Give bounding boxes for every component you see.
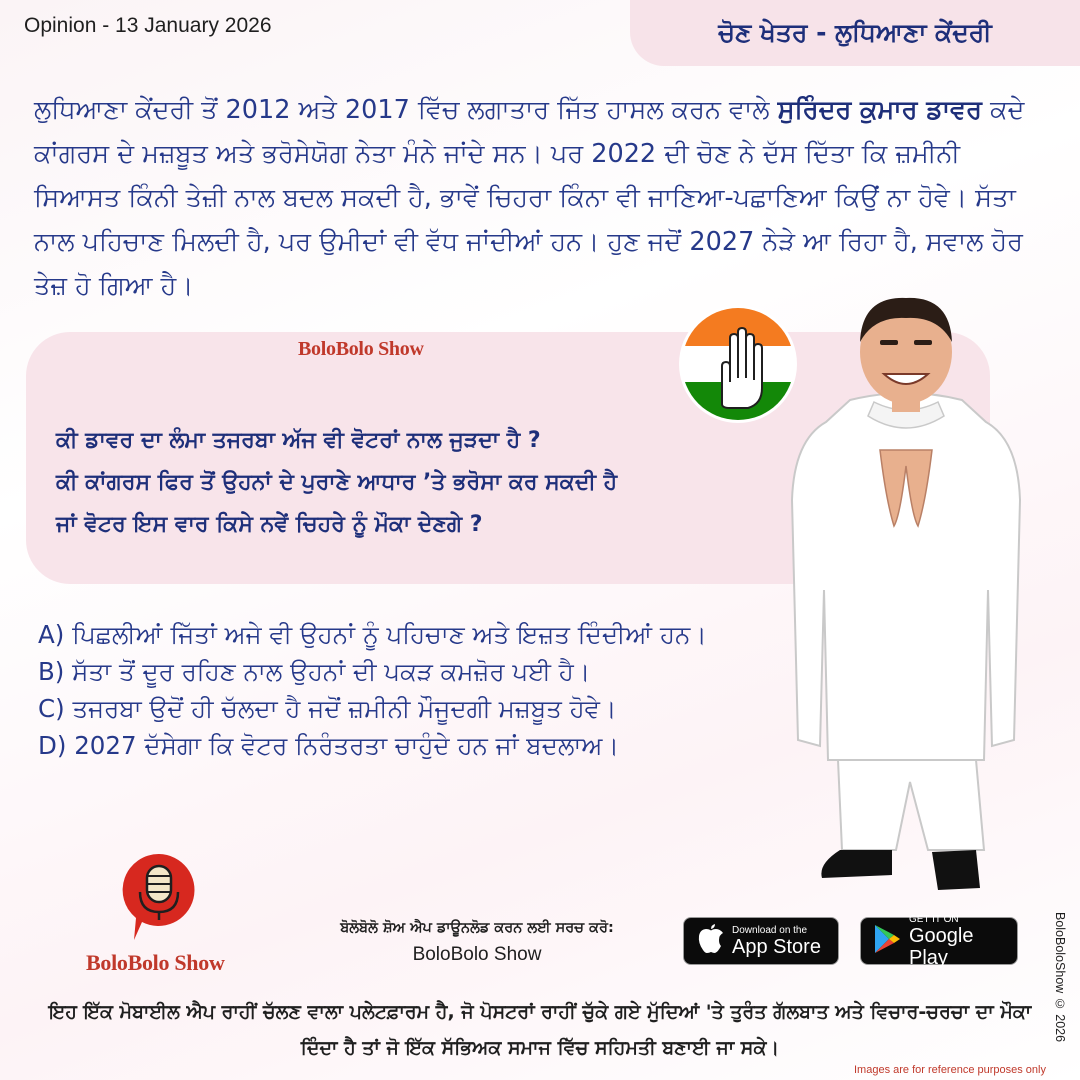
image-disclaimer: Images are for reference purposes only: [854, 1064, 1046, 1076]
intro-paragraph: [34, 88, 1034, 308]
question-line: ਕੀ ਕਾਂਗਰਸ ਫਿਰ ਤੋਂ ਉਹਨਾਂ ਦੇ ਪੁਰਾਣੇ ਆਧਾਰ ’ਤੇ ਭਰੋਸਾ ਕਰ ਸਕਦੀ ਹੈ: [56, 470, 618, 495]
google-play-button[interactable]: [860, 913, 1018, 969]
app-store-button[interactable]: [683, 917, 839, 965]
option-a[interactable]: A) ਪਿਛਲੀਆਂ ਜਿੱਤਾਂ ਅਜੇ ਵੀ ਉਹਨਾਂ ਨੂੰ ਪਹਿਚਾਣ ਅਤੇ ਇਜ਼ਤ ਦਿੰਦੀਆਂ ਹਨ।: [38, 620, 707, 649]
option-c[interactable]: C) ਤਜਰਬਾ ਉਦੋਂ ਹੀ ਚੱਲਦਾ ਹੈ ਜਦੋਂ ਜ਼ਮੀਨੀ ਮੌਜੂਦਗੀ ਮਜ਼ਬੂਤ ਹੋਵੇ।: [38, 694, 617, 723]
date-label: Opinion - 13 January 2026: [24, 14, 272, 37]
google-play-small-text: GET IT ON: [909, 913, 959, 925]
microphone-icon: [120, 852, 198, 944]
intro-part-1: ਲੁਧਿਆਣਾ ਕੇਂਦਰੀ ਤੋਂ 2012 ਅਤੇ 2017 ਵਿੱਚ ਲਗਾਤਾਰ ਜਿੱਤ ਹਾਸਲ ਕਰਨ ਵਾਲੇ: [34, 95, 778, 125]
google-play-label: Google Play: [909, 924, 974, 969]
platform-description: ਇਹ ਇੱਕ ਮੋਬਾਈਲ ਐਪ ਰਾਹੀਂ ਚੱਲਣ ਵਾਲਾ ਪਲੇਟਫ਼ਾਰਮ ਹੈ, ਜੋ ਪੋਸਟਰਾਂ ਰਾਹੀਂ ਚੁੱਕੇ ਗਏ ਮੁੱਦਿਆਂ 'ਤੇ ਤੁਰੰਤ ਗੱਲਬਾਤ ਅਤੇ ਵਿਚਾਰ-ਚਰਚਾ ਦਾ ਮੌਕਾ ਦਿੰਦਾ ਹੈ ਤਾਂ ਜੋ ਇੱਕ ਸੱਭਿਅਕ ਸਮਾਜ ਵਿੱਚ ਸਹਿਮਤੀ ਬਣਾਈ ਜਾ ਸਕੇ।: [48, 1001, 1032, 1059]
download-prompt-text: ਬੋਲੋਬੋਲੋ ਸ਼ੋਅ ਐਪ ਡਾਊਨਲੋਡ ਕਰਨ ਲਈ ਸਰਚ ਕਰੋ:: [340, 920, 614, 936]
option-b[interactable]: B) ਸੱਤਾ ਤੋਂ ਦੂਰ ਰਹਿਣ ਨਾਲ ਉਹਨਾਂ ਦੀ ਪਕੜ ਕਮਜ਼ੋਰ ਪਈ ਹੈ।: [38, 657, 591, 686]
option-d[interactable]: D) 2027 ਦੱਸੇਗਾ ਕਿ ਵੋਟਰ ਨਿਰੰਤਰਤਾ ਚਾਹੁੰਦੇ ਹਨ ਜਾਂ ਬਦਲਾਅ।: [38, 731, 619, 760]
app-store-small-text: Download on the: [732, 924, 808, 936]
constituency-text: ਚੋਣ ਖੇਤਰ - ਲੁਧਿਆਣਾ ਕੇਂਦਰੀ: [718, 18, 992, 47]
footer-brand: BoloBolo Show: [86, 950, 225, 975]
apple-icon: [698, 924, 724, 958]
app-store-label: App Store: [732, 935, 821, 958]
answer-options: [38, 616, 818, 764]
question-line: ਜਾਂ ਵੋਟਰ ਇਸ ਵਾਰ ਕਿਸੇ ਨਵੇਂ ਚਿਹਰੇ ਨੂੰ ਮੌਕਾ ਦੇਣਗੇ ?: [56, 512, 483, 537]
question-line: ਕੀ ਡਾਵਰ ਦਾ ਲੰਮਾ ਤਜਰਬਾ ਅੱਜ ਵੀ ਵੋਟਰਾਂ ਨਾਲ ਜੁੜਦਾ ਹੈ ?: [56, 428, 541, 453]
intro-part-2: ਕਦੇ ਕਾਂਗਰਸ ਦੇ ਮਜ਼ਬੂਤ ਅਤੇ ਭਰੋਸੇਯੋਗ ਨੇਤਾ ਮੰਨੇ ਜਾਂਦੇ ਸਨ। ਪਰ 2022 ਦੀ ਚੋਣ ਨੇ ਦੱਸ ਦਿੱਤਾ ਕਿ ਜ਼ਮੀਨੀ ਸਿਆਸਤ ਕਿੰਨੀ ਤੇਜ਼ੀ ਨਾਲ ਬਦਲ ਸਕਦੀ ਹੈ, ਭਾਵੇਂ ਚਿਹਰਾ ਕਿੰਨਾ ਵੀ ਜਾਣਿਆ-ਪਛਾਣਿਆ ਕਿਉਂ ਨਾ ਹੋਵੇ। ਸੱਤਾ ਨਾਲ ਪਹਿਚਾਣ ਮਿਲਦੀ ਹੈ, ਪਰ ਉਮੀਦਾਂ ਵੀ ਵੱਧ ਜਾਂਦੀਆਂ ਹਨ। ਹੁਣ ਜਦੋਂ 2027 ਨੇੜੇ ਆ ਰਿਹਾ ਹੈ, ਸਵਾਲ ਹੋਰ ਤੇਜ਼ ਹੋ ਗਿਆ ਹੈ।: [34, 95, 1025, 301]
candidate-illustration: [788, 290, 1024, 915]
download-prompt: [288, 920, 666, 966]
candidate-name: ਸੁਰਿੰਦਰ ਕੁਮਾਰ ਡਾਵਰ: [777, 95, 982, 125]
google-play-icon: [873, 924, 901, 958]
search-term: BoloBolo Show: [412, 944, 542, 965]
congress-hand-logo: [682, 308, 794, 420]
question-lines: [56, 420, 816, 546]
copyright-text: BoloBoloShow © 2026: [1053, 912, 1067, 1043]
constituency-label: [630, 0, 1080, 66]
panel-brand: BoloBolo Show: [298, 338, 424, 360]
